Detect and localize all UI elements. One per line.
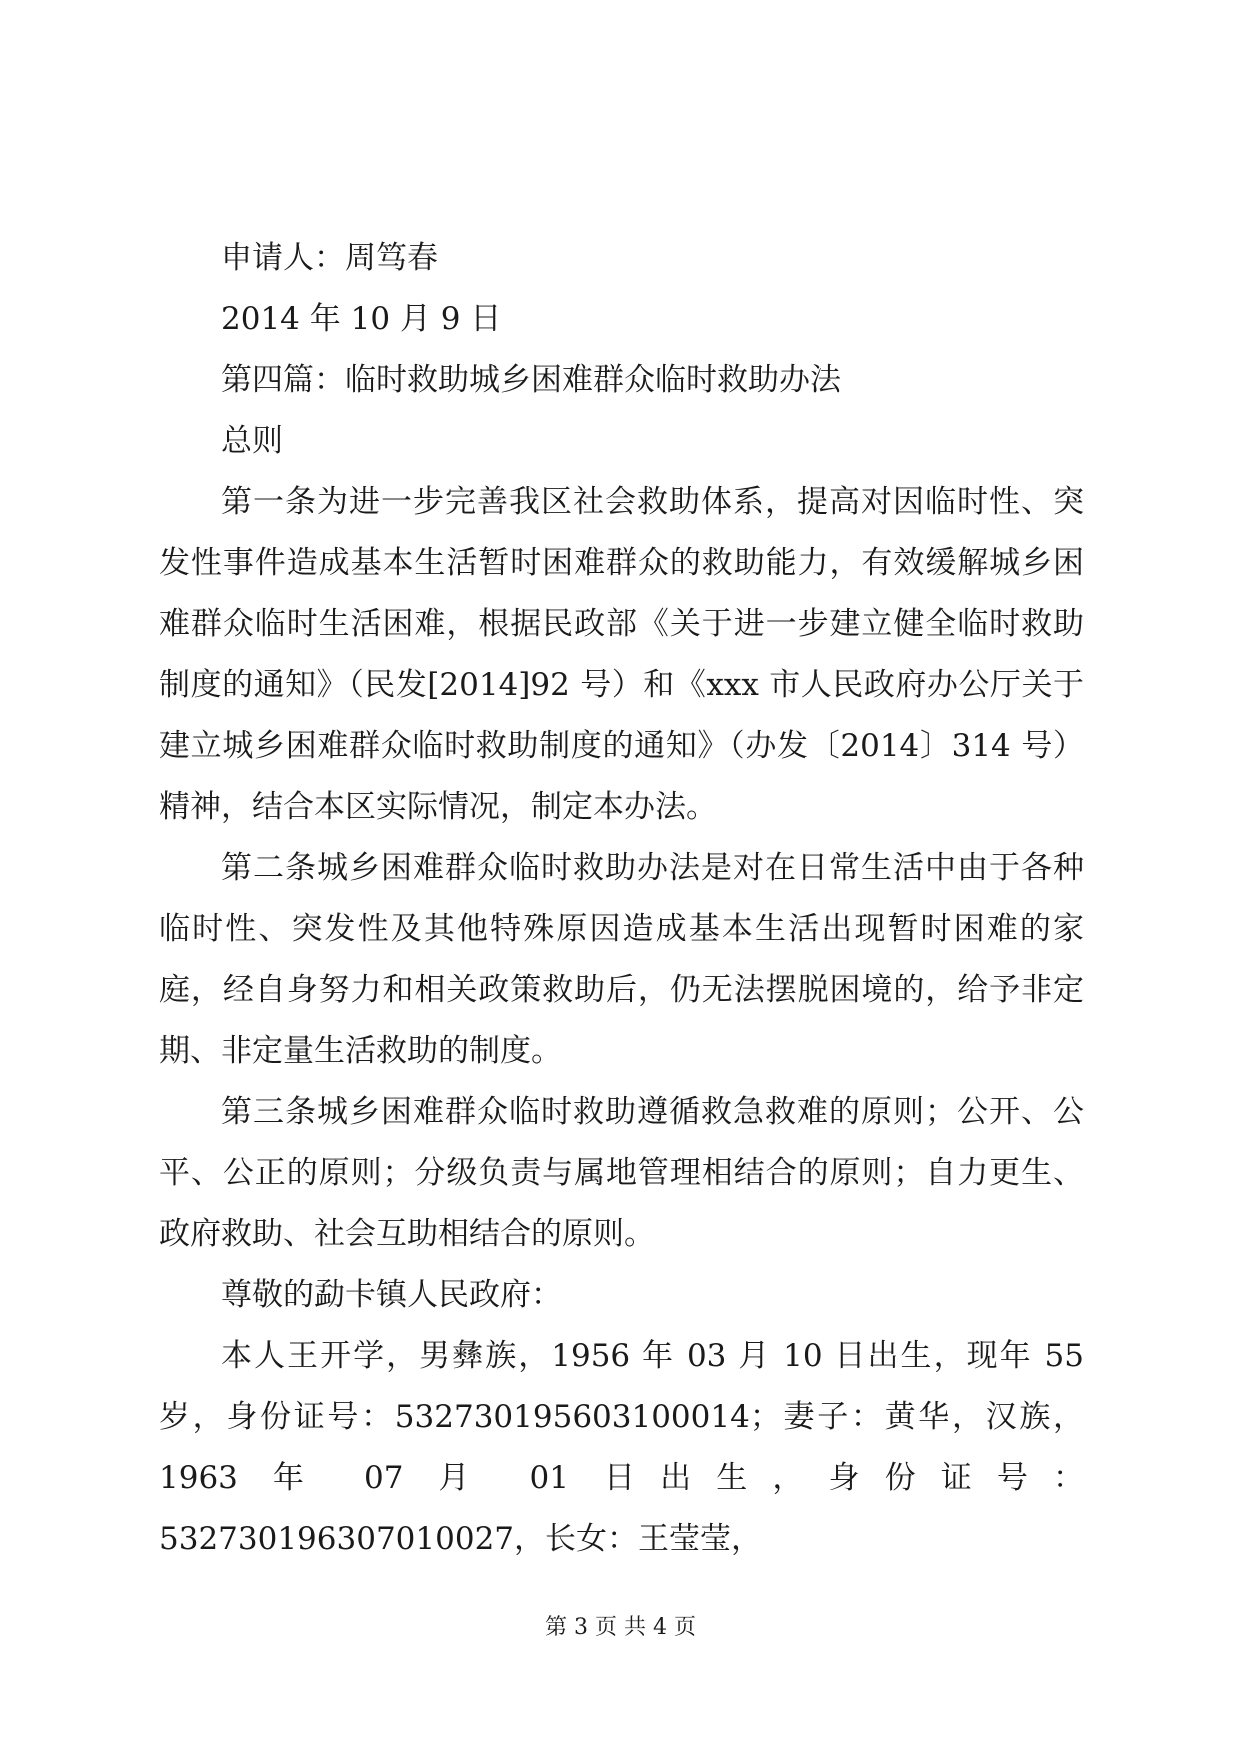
page-number-indicator: 第 3 页 共 4 页 xyxy=(545,1615,696,1640)
page-footer xyxy=(0,1613,1241,1643)
applicant-line: 申请人：周笃春 xyxy=(221,240,438,276)
salutation-line: 尊敬的勐卡镇人民政府： xyxy=(221,1277,562,1313)
chapter-title: 第四篇：临时救助城乡困难群众临时救助办法 xyxy=(221,362,841,398)
general-provisions-heading: 总则 xyxy=(221,423,283,459)
article-1-paragraph: 第一条为进一步完善我区社会救助体系，提高对因临时性、突发性事件造成基本生活暂时困难群众的救助能力，有效缓解城乡困难群众临时生活困难，根据民政部《关于进一步建立健全临时救助制度的通知》（民发[2014]92 号）和《xxx 市人民政府办公厅关于建立城乡困难群众临时救助制度的通知》（办发〔2014〕314 号）精神，结合本区实际情况，制定本办法。 xyxy=(159,484,1084,825)
article-3-paragraph: 第三条城乡困难群众临时救助遵循救急救难的原则；公开、公平、公正的原则；分级负责与属地管理相结合的原则；自力更生、政府救助、社会互助相结合的原则。 xyxy=(159,1094,1084,1252)
document-body xyxy=(159,228,1084,1570)
article-2-paragraph: 第二条城乡困难群众临时救助办法是对在日常生活中由于各种临时性、突发性及其他特殊原因造成基本生活出现暂时困难的家庭，经自身努力和相关政策救助后，仍无法摆脱困境的，给予非定期、非定量生活救助的制度。 xyxy=(159,850,1084,1069)
applicant-info-paragraph: 本人王开学，男彝族，1956 年 03 月 10 日出生，现年 55 岁，身份证号：532730195603100014；妻子：黄华，汉族，1963 年 07 月 01 日出生，身份证号：532730196307010027，长女：王莹莹， xyxy=(159,1338,1084,1557)
date-line: 2014 年 10 月 9 日 xyxy=(221,301,502,337)
